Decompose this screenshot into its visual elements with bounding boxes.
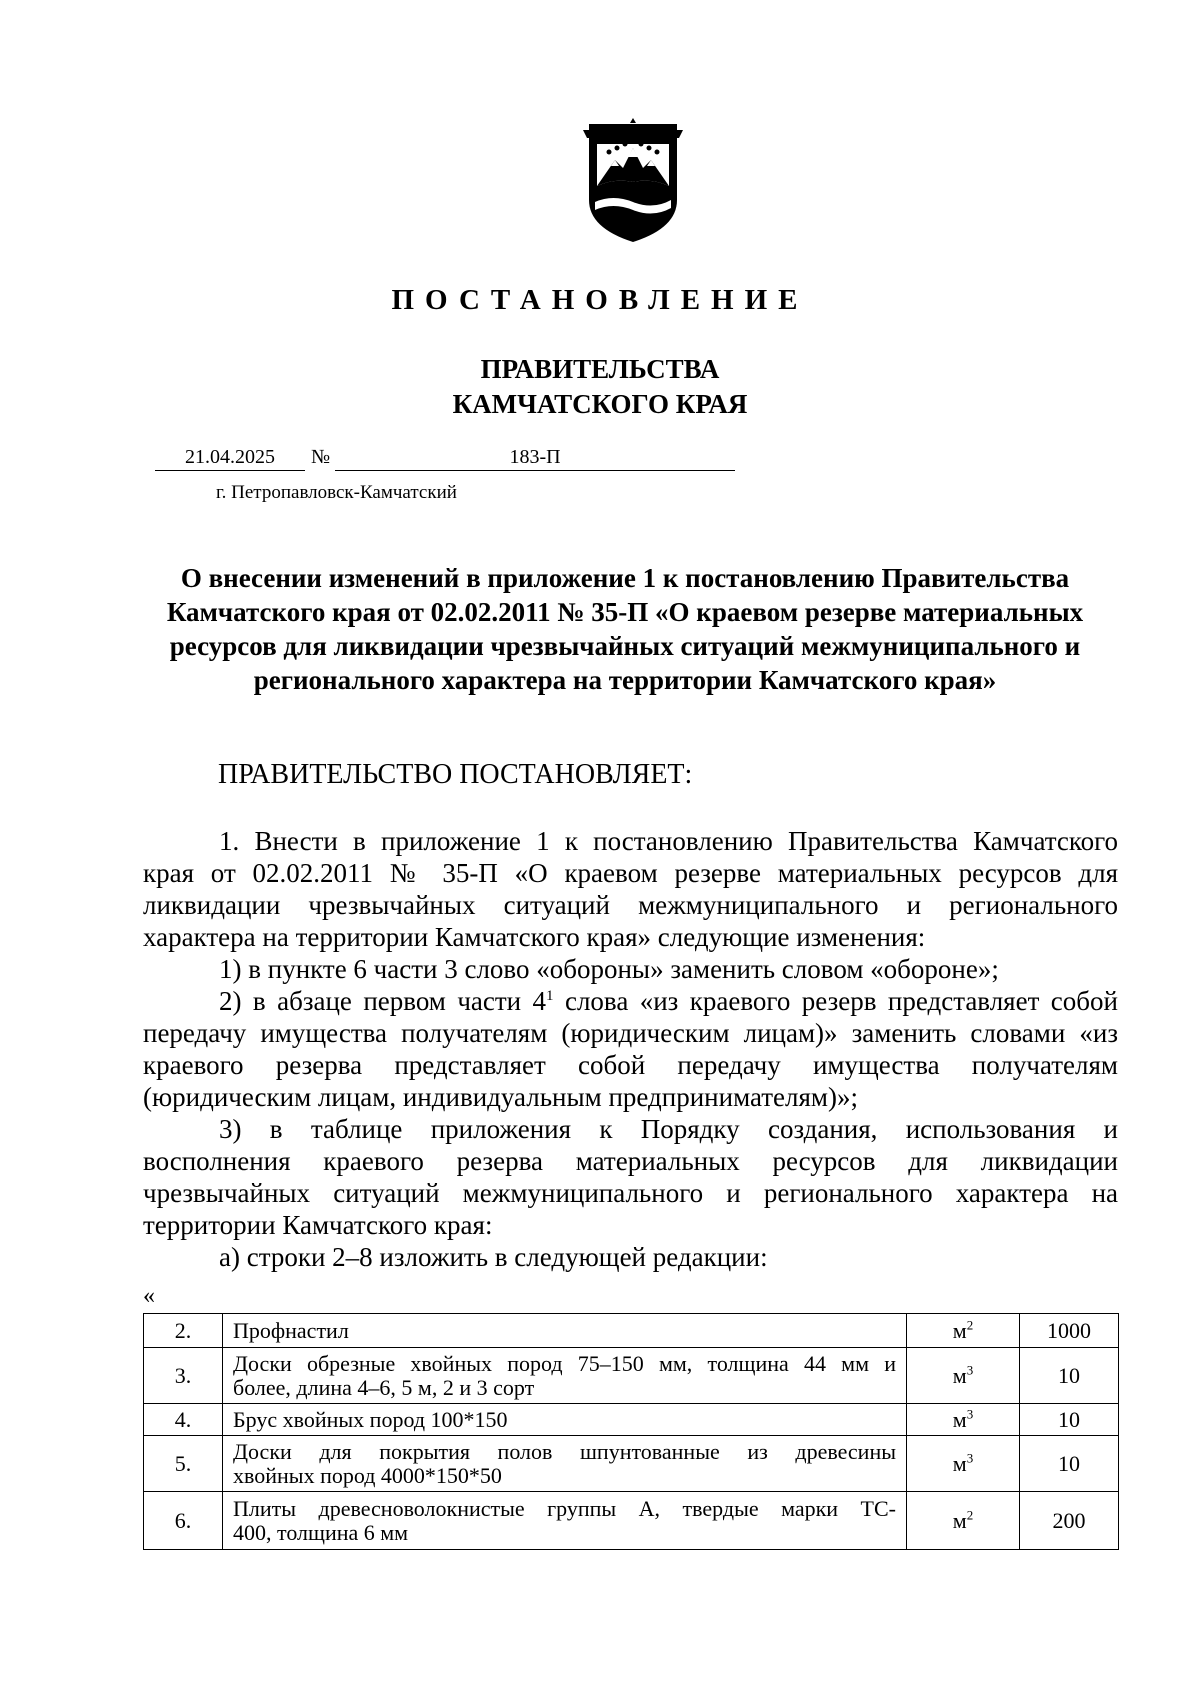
paragraph-line: (юридическим лицам, индивидуальным предпринимателям)»; [143, 1082, 859, 1112]
paragraph-line: территории Камчатского края: [143, 1210, 493, 1240]
unit-exponent: 3 [966, 1362, 974, 1378]
opening-quote: « [143, 1283, 155, 1309]
superscript: 1 [546, 988, 554, 1004]
table-row [144, 1314, 1119, 1348]
document-body [143, 825, 1118, 1273]
row-number: 2. [144, 1314, 223, 1348]
unit-exponent: 3 [966, 1406, 974, 1422]
unit-exponent: 2 [966, 1317, 974, 1333]
subject-line: ресурсов для ликвидации чрезвычайных ситуаций межмуниципального и [169, 631, 1081, 661]
unit-exponent: 2 [966, 1507, 974, 1523]
table-row [144, 1404, 1119, 1436]
document-type-title: ПОСТАНОВЛЕНИЕ [391, 284, 809, 316]
item-name [223, 1348, 907, 1404]
subject-line: регионального характера на территории Камчатского края» [253, 665, 997, 695]
row-number: 5. [144, 1436, 223, 1492]
paragraph-line: характера на территории Камчатского края» следующие изменения: [143, 922, 926, 952]
paragraph-line: восполнения краевого резерва материальных ресурсов для ликвидации [143, 1146, 1118, 1176]
number-sign: № [311, 446, 331, 468]
document-subject [130, 561, 1120, 697]
list-item-1: 1) в пункте 6 части 3 слово «обороны» заменить словом «обороне»; [219, 954, 999, 984]
paragraph-line: 1. Внести в приложение 1 к постановлению Правительства Камчатского [219, 826, 1118, 856]
item-quantity: 10 [1020, 1436, 1119, 1492]
unit-base: м [952, 1362, 967, 1388]
item-unit [907, 1348, 1020, 1404]
issuer-line: КАМЧАТСКОГО КРАЯ [452, 389, 748, 419]
subject-line: О внесении изменений в приложение 1 к постановлению Правительства [180, 563, 1070, 593]
row-number: 6. [144, 1492, 223, 1550]
paragraph-line: чрезвычайных ситуаций межмуниципального и регионального характера на [143, 1178, 1118, 1208]
table-row [144, 1492, 1119, 1550]
text-segment: слова «из краевого резерв представляет собой [553, 986, 1118, 1016]
item-name-line: Плиты древесноволокнистые группы А, твердые марки ТС- [233, 1495, 896, 1521]
unit-base: м [952, 1317, 967, 1343]
item-quantity: 10 [1020, 1404, 1119, 1436]
subject-line: Камчатского края от 02.02.2011 № 35-П «О краевом резерве материальных [166, 597, 1084, 627]
paragraph-line: ликвидации чрезвычайных ситуаций межмуниципального и регионального [143, 890, 1118, 920]
paragraph-line: края от 02.02.2011 № 35-П «О краевом резерве материальных ресурсов для [143, 858, 1118, 888]
item-quantity: 10 [1020, 1348, 1119, 1404]
item-name-line: Доски для покрытия полов шпунтованные из древесины [233, 1438, 896, 1464]
item-name-line: Профнастил [233, 1317, 349, 1343]
item-quantity: 200 [1020, 1492, 1119, 1550]
table-row [144, 1436, 1119, 1492]
list-item-3-line: 3) в таблице приложения к Порядку создания, использования и [219, 1114, 1118, 1144]
subitem-a: а) строки 2–8 изложить в следующей редакции: [219, 1242, 768, 1272]
materials-table [143, 1313, 1119, 1550]
document-number: 183-П [335, 446, 735, 471]
item-unit [907, 1314, 1020, 1348]
unit-exponent: 3 [966, 1450, 974, 1466]
document-city: г. Петропавловск-Камчатский [216, 482, 457, 503]
document-date: 21.04.2025 [155, 446, 305, 471]
row-number: 3. [144, 1348, 223, 1404]
issuer-line: ПРАВИТЕЛЬСТВА [480, 354, 720, 384]
paragraph-line: передачу имущества получателям (юридическим лицам)» заменить словами «из [143, 1018, 1118, 1048]
unit-base: м [952, 1450, 967, 1476]
item-name-line: Брус хвойных пород 100*150 [233, 1406, 508, 1432]
item-name [223, 1314, 907, 1348]
unit-base: м [952, 1406, 967, 1432]
list-item-2-line [143, 985, 1118, 1017]
paragraph-line: краевого резерва представляет собой передачу имущества получателям [143, 1050, 1118, 1080]
item-unit [907, 1404, 1020, 1436]
item-name-line: хвойных пород 4000*150*50 [233, 1462, 502, 1488]
item-name-line: Доски обрезные хвойных пород 75–150 мм, толщина 44 мм и [233, 1350, 896, 1376]
unit-base: м [952, 1507, 967, 1533]
item-name [223, 1492, 907, 1550]
item-name [223, 1436, 907, 1492]
issuer-block [0, 352, 1200, 422]
item-quantity: 1000 [1020, 1314, 1119, 1348]
table-row [144, 1348, 1119, 1404]
kamchatka-coat-of-arms-icon [579, 116, 687, 244]
item-unit [907, 1492, 1020, 1550]
item-name-line: более, длина 4–6, 5 м, 2 и 3 сорт [233, 1374, 535, 1400]
item-name-line: 400, толщина 6 мм [233, 1519, 409, 1545]
text-segment: 2) в абзаце первом части 4 [219, 986, 547, 1016]
resolves-heading: ПРАВИТЕЛЬСТВО ПОСТАНОВЛЯЕТ: [218, 759, 693, 790]
item-unit [907, 1436, 1020, 1492]
row-number: 4. [144, 1404, 223, 1436]
item-name [223, 1404, 907, 1436]
